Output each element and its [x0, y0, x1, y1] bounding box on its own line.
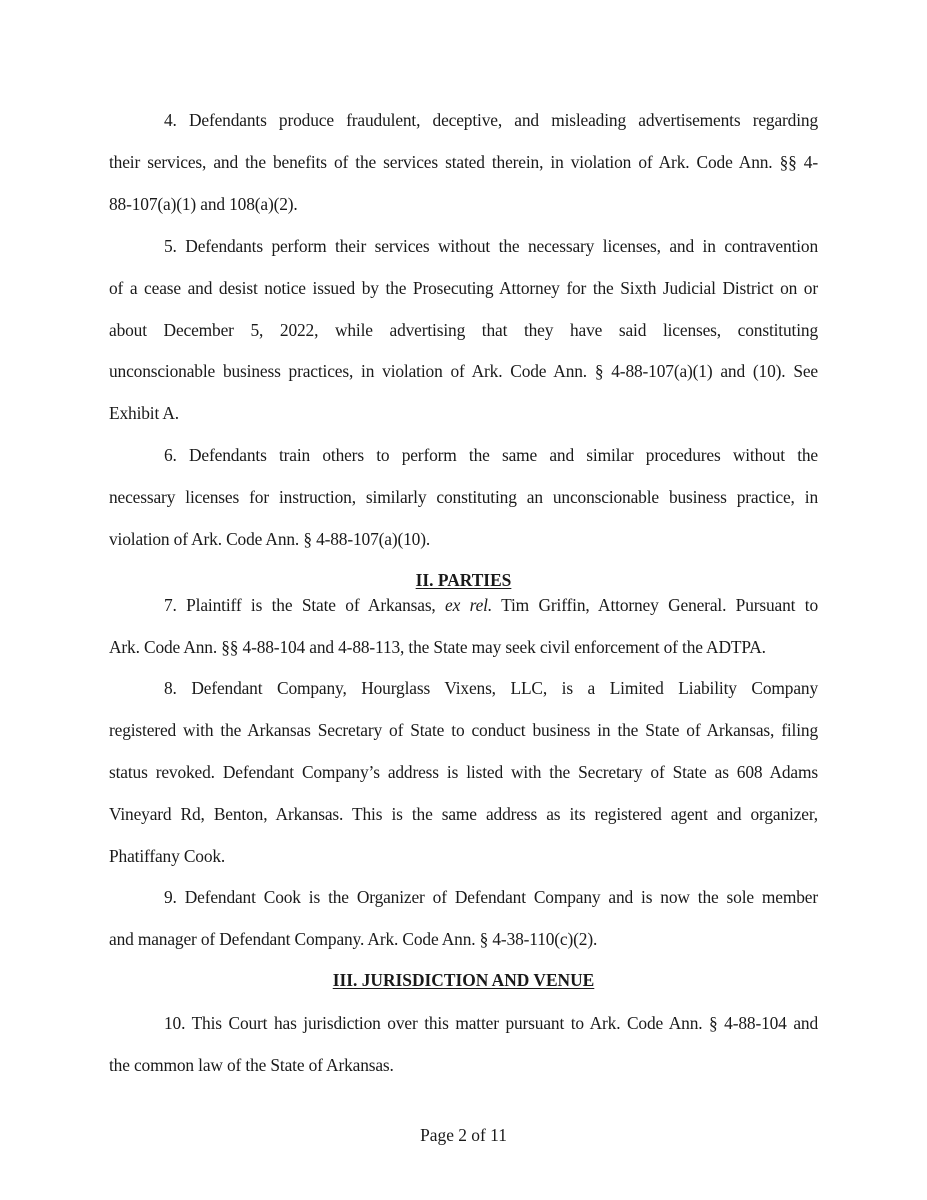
paragraph-5-line-1: 5. Defendants perform their services without the necessary licenses, and in contravention — [164, 236, 818, 256]
paragraph-10-line-2: the common law of the State of Arkansas. — [109, 1055, 394, 1075]
paragraph-8-line-2: registered with the Arkansas Secretary of State to conduct business in the State of Arkansas, filing — [109, 720, 818, 740]
paragraph-8-line-1: 8. Defendant Company, Hourglass Vixens, LLC, is a Limited Liability Company — [164, 678, 818, 698]
paragraph-6-line-2: necessary licenses for instruction, similarly constituting an unconscionable business practice, in — [109, 487, 818, 507]
section-heading-parties — [109, 569, 818, 591]
paragraph-4-line-3: 88-107(a)(1) and 108(a)(2). — [109, 194, 298, 214]
paragraph-9-line-2: and manager of Defendant Company. Ark. Code Ann. § 4-38-110(c)(2). — [109, 929, 598, 949]
paragraph-7-ex-rel: ex rel. — [445, 595, 493, 615]
paragraph-8-line-5: Phatiffany Cook. — [109, 846, 226, 866]
paragraph-5-line-4: unconscionable business practices, in violation of Ark. Code Ann. § 4-88-107(a)(1) and (10). See — [109, 361, 818, 381]
paragraph-5-line-3: about December 5, 2022, while advertising that they have said licenses, constituting — [109, 320, 818, 340]
section-heading-jurisdiction-text: III. JURISDICTION AND VENUE — [332, 970, 595, 990]
section-heading-parties-text: II. PARTIES — [415, 570, 512, 590]
paragraph-7-text-end: Tim Griffin, Attorney General. Pursuant to — [492, 595, 818, 615]
page-number: Page 2 of 11 — [420, 1125, 507, 1145]
paragraph-8-line-3: status revoked. Defendant Company’s address is listed with the Secretary of State as 608 Adams — [109, 762, 818, 782]
paragraph-6-line-1: 6. Defendants train others to perform the same and similar procedures without the — [164, 445, 818, 465]
paragraph-9-line-1: 9. Defendant Cook is the Organizer of Defendant Company and is now the sole member — [164, 887, 818, 907]
paragraph-8-line-4: Vineyard Rd, Benton, Arkansas. This is the same address as its registered agent and organizer, — [109, 804, 818, 824]
paragraph-7-line-1 — [164, 594, 818, 616]
paragraph-4-line-1: 4. Defendants produce fraudulent, deceptive, and misleading advertisements regarding — [164, 110, 818, 130]
section-heading-jurisdiction — [109, 969, 818, 991]
paragraph-6-line-3: violation of Ark. Code Ann. § 4-88-107(a)(10). — [109, 529, 431, 549]
paragraph-7-line-2: Ark. Code Ann. §§ 4-88-104 and 4-88-113, the State may seek civil enforcement of the ADTPA. — [109, 637, 766, 657]
paragraph-7-text-start: 7. Plaintiff is the State of Arkansas, — [164, 595, 446, 615]
paragraph-5-line-2: of a cease and desist notice issued by the Prosecuting Attorney for the Sixth Judicial District on or — [109, 278, 818, 298]
paragraph-10-line-1: 10. This Court has jurisdiction over this matter pursuant to Ark. Code Ann. § 4-88-104 and — [164, 1013, 818, 1033]
paragraph-5-line-5: Exhibit A. — [109, 403, 179, 423]
paragraph-4-line-2: their services, and the benefits of the services stated therein, in violation of Ark. Code Ann. §§ 4- — [109, 152, 818, 172]
